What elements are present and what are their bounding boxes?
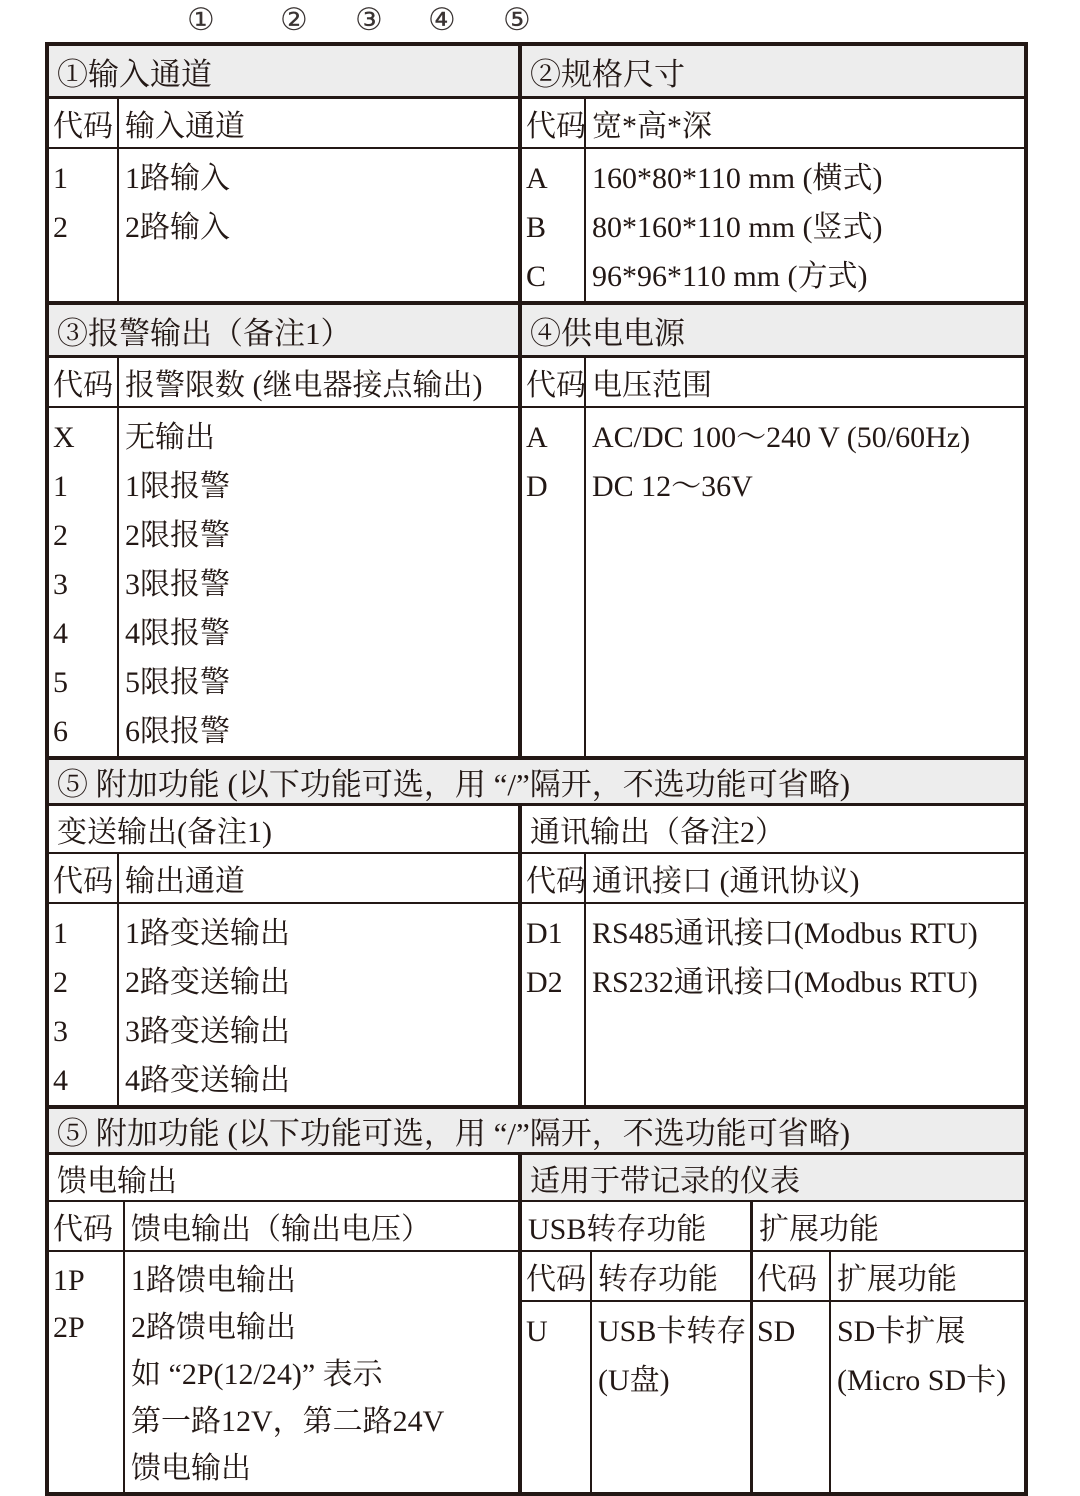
row-desc: 1路输入 xyxy=(125,162,230,195)
ext-title: 扩展功能 xyxy=(753,1202,1024,1252)
row-desc: AC/DC 100～240 V (50/60Hz) xyxy=(592,421,971,454)
row-code: D1 xyxy=(526,917,563,950)
power-col-header: 电压范围 xyxy=(592,369,712,402)
order-code-markers xyxy=(0,2,1080,42)
row-code: 2P xyxy=(53,1311,85,1344)
row-code: U xyxy=(526,1315,548,1348)
record-title: 适用于带记录的仪表 xyxy=(530,1164,800,1198)
row-code: 1 xyxy=(53,162,68,195)
circled-5-marker: ⑤ xyxy=(503,2,531,37)
code-header: 代码 xyxy=(522,358,586,406)
row-code: 2 xyxy=(53,966,68,999)
feed-data xyxy=(49,1252,518,1492)
ext-block xyxy=(753,1202,1024,1492)
band-section34-colheads xyxy=(49,358,1024,408)
section-power-title: ④供电电源 xyxy=(530,315,685,351)
code-header: 代码 xyxy=(49,358,119,406)
row-desc: 2限报警 xyxy=(125,519,230,552)
code-header: 代码 xyxy=(522,99,586,147)
row-desc: 1路馈电输出 xyxy=(131,1264,296,1297)
row-code: 2 xyxy=(53,211,68,244)
ext-data xyxy=(753,1302,1024,1492)
row-code: 4 xyxy=(53,1064,68,1097)
comm-title: 通讯输出（备注2） xyxy=(530,816,785,849)
row-desc: 第一路12V，第二路24V xyxy=(131,1405,445,1438)
row-desc: 1限报警 xyxy=(125,470,230,503)
row-code: C xyxy=(526,260,547,293)
transmit-col-header: 输出通道 xyxy=(125,865,245,898)
row-desc: 4路变送输出 xyxy=(125,1064,290,1097)
code-header: 代码 xyxy=(49,854,119,902)
band-addon-banner-1 xyxy=(49,760,1024,806)
row-desc: USB卡转存 xyxy=(598,1315,747,1348)
circled-2-marker: ② xyxy=(280,2,308,37)
band-section12-titles xyxy=(49,46,1024,99)
row-desc: DC 12～36V xyxy=(592,470,753,503)
row-code: B xyxy=(526,211,547,244)
usb-colheads xyxy=(522,1252,750,1302)
band-section34-data xyxy=(49,408,1024,760)
row-desc: 3限报警 xyxy=(125,568,230,601)
code-header: 代码 xyxy=(753,1252,831,1300)
row-code: 6 xyxy=(53,715,68,748)
transmit-title: 变送输出(备注1) xyxy=(57,816,272,849)
row-code: 1 xyxy=(53,470,68,503)
band-transmit-comm-titles xyxy=(49,806,1024,854)
code-header: 代码 xyxy=(522,854,586,902)
comm-col-header: 通讯接口 (通讯协议) xyxy=(592,865,860,898)
code-header: 代码 xyxy=(522,1252,592,1300)
band-transmit-comm-data xyxy=(49,904,1024,1109)
row-code: SD xyxy=(757,1315,796,1348)
band-section34-titles xyxy=(49,305,1024,358)
band-section12-colheads xyxy=(49,99,1024,149)
ext-col-header: 扩展功能 xyxy=(837,1263,957,1296)
row-code: A xyxy=(526,421,548,454)
row-desc: 96*96*110 mm (方式) xyxy=(592,260,868,293)
row-desc: 5限报警 xyxy=(125,666,230,699)
row-desc: RS485通讯接口(Modbus RTU) xyxy=(592,917,978,950)
band-section12-data xyxy=(49,149,1024,305)
row-code: 1 xyxy=(53,917,68,950)
row-code: 3 xyxy=(53,568,68,601)
row-code: X xyxy=(53,421,75,454)
row-code: 2 xyxy=(53,519,68,552)
usb-col-header: 转存功能 xyxy=(598,1263,718,1296)
row-code: 1P xyxy=(53,1264,85,1297)
row-code: A xyxy=(526,162,548,195)
row-desc: 80*160*110 mm (竖式) xyxy=(592,211,883,244)
row-code: 3 xyxy=(53,1015,68,1048)
band-addon-banner-2 xyxy=(49,1109,1024,1155)
feed-block xyxy=(49,1202,518,1492)
record-block xyxy=(522,1202,1024,1492)
row-desc: 3路变送输出 xyxy=(125,1015,290,1048)
row-desc: 1路变送输出 xyxy=(125,917,290,950)
band-feed-record-titles xyxy=(49,1155,1024,1202)
section-alarm-title: ③报警输出（备注1） xyxy=(57,315,352,351)
feed-col-header: 馈电输出（输出电压） xyxy=(131,1213,431,1246)
row-desc: 2路馈电输出 xyxy=(131,1311,296,1344)
row-desc: RS232通讯接口(Modbus RTU) xyxy=(592,966,978,999)
row-code: D2 xyxy=(526,966,563,999)
row-desc: 馈电输出 xyxy=(131,1452,251,1485)
circled-1-marker: ① xyxy=(187,2,215,37)
row-desc: 如 “2P(12/24)” 表示 xyxy=(131,1358,383,1391)
band-transmit-comm-colheads xyxy=(49,854,1024,904)
row-code: D xyxy=(526,470,548,503)
section-size-title: ②规格尺寸 xyxy=(530,56,685,92)
ordering-spec-table xyxy=(45,42,1028,1496)
usb-block xyxy=(522,1202,753,1492)
row-desc: SD卡扩展 xyxy=(837,1315,966,1348)
input-col-header: 输入通道 xyxy=(125,110,245,143)
addon-banner-text: ⑤ 附加功能 (以下功能可选，用 “/”隔开，不选功能可省略) xyxy=(57,1116,851,1151)
ext-colheads xyxy=(753,1252,1024,1302)
row-desc: 2路变送输出 xyxy=(125,966,290,999)
section-input-title: ①输入通道 xyxy=(57,56,212,92)
code-header: 代码 xyxy=(49,1202,125,1250)
row-desc: 6限报警 xyxy=(125,715,230,748)
usb-data xyxy=(522,1302,750,1492)
code-header: 代码 xyxy=(49,99,119,147)
size-col-header: 宽*高*深 xyxy=(592,110,712,143)
usb-title: USB转存功能 xyxy=(522,1202,750,1252)
circled-3-marker: ③ xyxy=(355,2,383,37)
band-feed-record-data xyxy=(49,1202,1024,1492)
circled-4-marker: ④ xyxy=(428,2,456,37)
row-desc: (Micro SD卡) xyxy=(837,1364,1007,1397)
feed-title: 馈电输出 xyxy=(57,1164,177,1198)
addon-banner-text: ⑤ 附加功能 (以下功能可选，用 “/”隔开，不选功能可省略) xyxy=(57,767,851,802)
row-desc: (U盘) xyxy=(598,1364,670,1397)
row-code: 4 xyxy=(53,617,68,650)
row-desc: 无输出 xyxy=(125,421,215,454)
alarm-col-header: 报警限数 (继电器接点输出) xyxy=(125,369,483,402)
row-desc: 4限报警 xyxy=(125,617,230,650)
row-code: 5 xyxy=(53,666,68,699)
row-desc: 160*80*110 mm (横式) xyxy=(592,162,883,195)
row-desc: 2路输入 xyxy=(125,211,230,244)
feed-colheads xyxy=(49,1202,518,1252)
